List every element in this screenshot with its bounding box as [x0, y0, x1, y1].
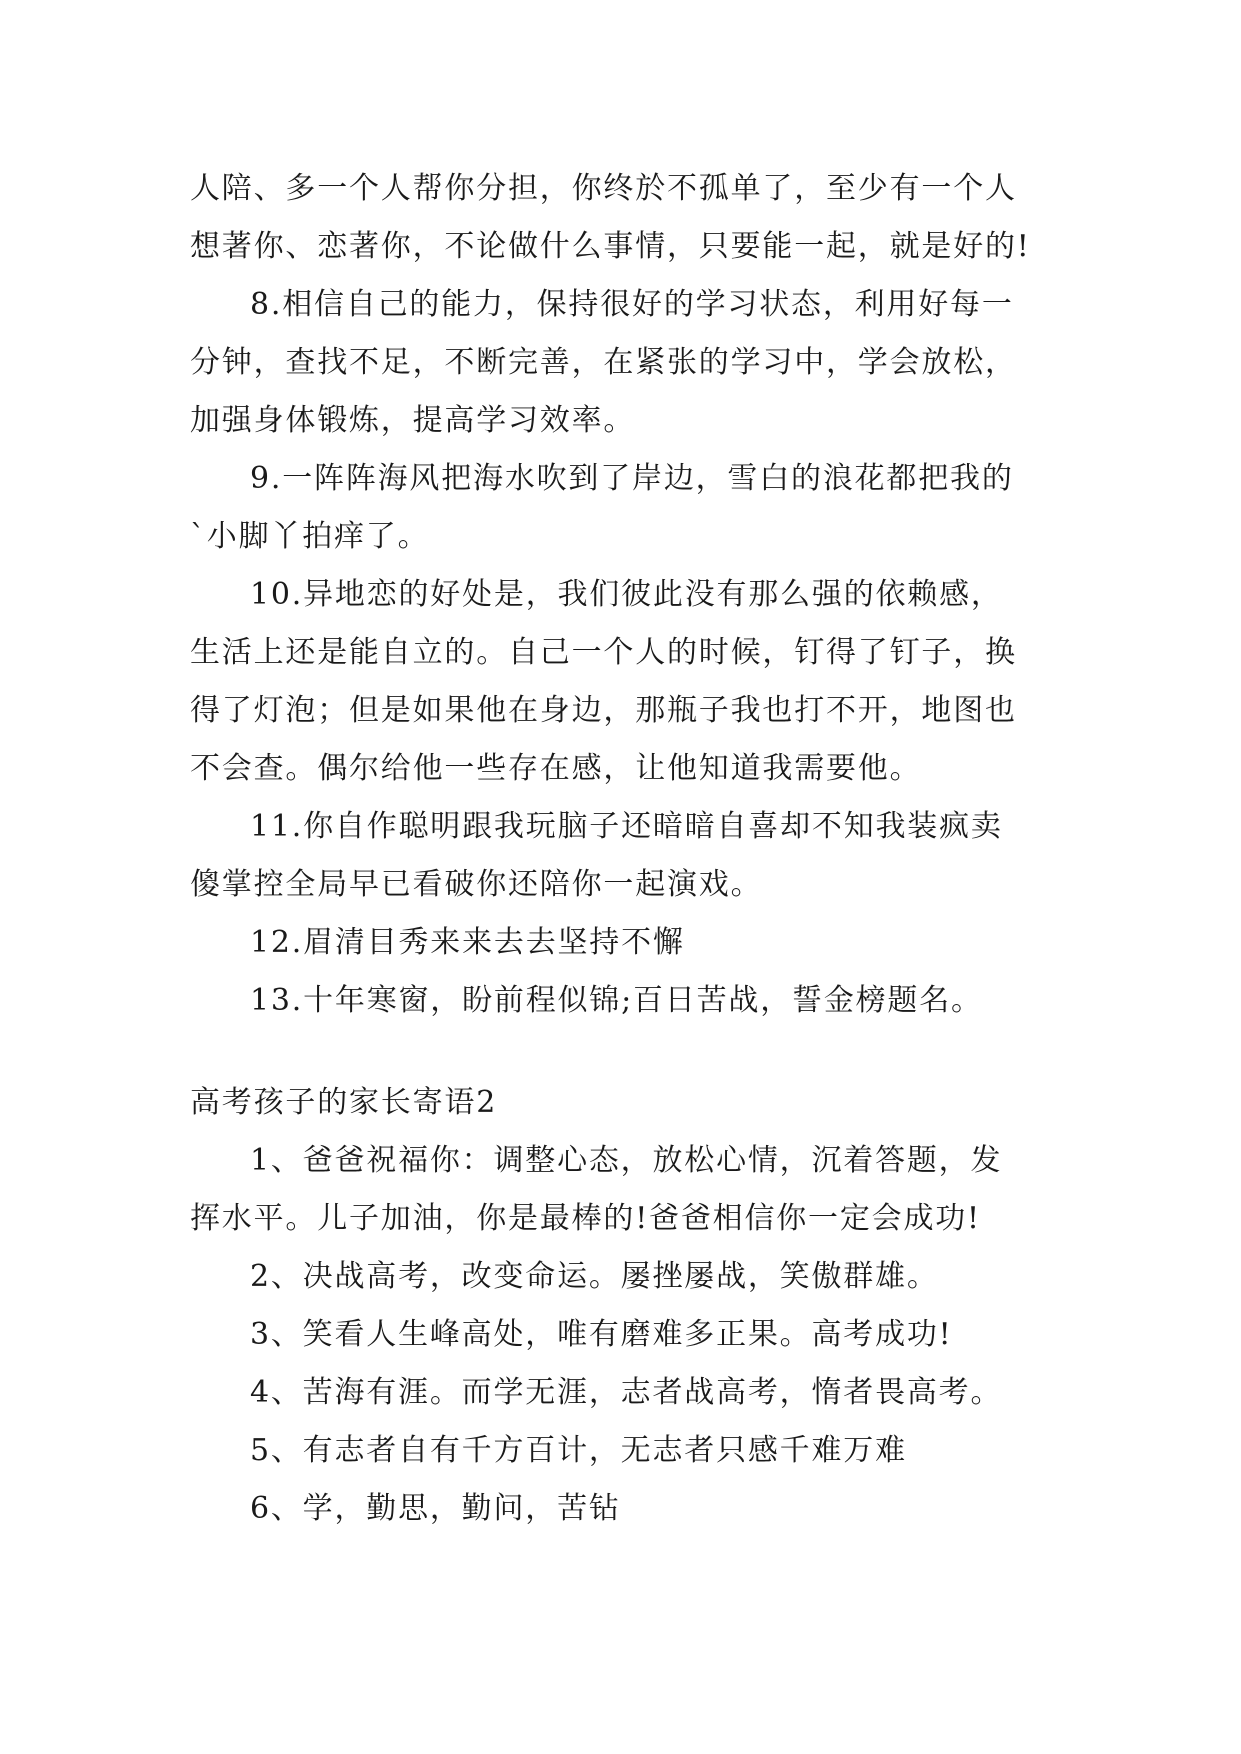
text-line: 2、决战高考，改变命运。屡挫屡战，笑傲群雄。	[250, 1259, 939, 1294]
paragraph-s2-item-5	[190, 1422, 1060, 1480]
text-line: 5、有志者自有千方百计，无志者只感千难万难	[250, 1433, 907, 1468]
section-heading: 高考孩子的家长寄语2	[190, 1085, 498, 1120]
text-line: 得了灯泡；但是如果他在身边，那瓶子我也打不开，地图也	[190, 693, 1017, 728]
paragraph-item-10	[190, 566, 1060, 798]
paragraph-s2-item-6	[190, 1480, 1060, 1538]
text-line: 9.一阵阵海风把海水吹到了岸边，雪白的浪花都把我的	[250, 461, 1014, 496]
paragraph-item-11	[190, 798, 1060, 914]
text-line: 13.十年寒窗，盼前程似锦;百日苦战，誓金榜题名。	[250, 983, 983, 1018]
paragraph-item-9	[190, 450, 1060, 566]
paragraph-item-8	[190, 276, 1060, 450]
text-line: 不会查。偶尔给他一些存在感，让他知道我需要他。	[190, 751, 922, 786]
text-line: 傻掌控全局早已看破你还陪你一起演戏。	[190, 867, 763, 902]
paragraph-s2-item-1	[190, 1132, 1060, 1248]
text-line: 想著你、恋著你，不论做什么事情，只要能一起，就是好的!	[190, 229, 1031, 264]
text-line: 分钟，查找不足，不断完善，在紧张的学习中，学会放松，	[190, 345, 1017, 380]
text-line: 12.眉清目秀来来去去坚持不懈	[250, 925, 685, 960]
paragraph-item-12	[190, 914, 1060, 972]
document-body	[190, 160, 1060, 1538]
paragraph-s2-item-2	[190, 1248, 1060, 1306]
paragraph-7-continuation	[190, 160, 1060, 276]
text-line: `小脚丫拍痒了。	[190, 519, 430, 554]
text-line: 4、苦海有涯。而学无涯，志者战高考，惰者畏高考。	[250, 1375, 1003, 1410]
text-line: 1、爸爸祝福你：调整心态，放松心情，沉着答题，发	[250, 1143, 1003, 1178]
text-line: 加强身体锻炼，提高学习效率。	[190, 403, 636, 438]
text-line: 11.你自作聪明跟我玩脑子还暗暗自喜却不知我装疯卖	[250, 809, 1003, 844]
paragraph-s2-item-3	[190, 1306, 1060, 1364]
paragraph-s2-item-4	[190, 1364, 1060, 1422]
text-line: 10.异地恋的好处是，我们彼此没有那么强的依赖感，	[250, 577, 1003, 612]
text-line: 生活上还是能自立的。自己一个人的时候，钉得了钉子，换	[190, 635, 1017, 670]
text-line: 人陪、多一个人帮你分担，你终於不孤单了，至少有一个人	[190, 171, 1017, 206]
text-line: 6、学，勤思，勤问，苦钻	[250, 1491, 621, 1526]
text-line: 挥水平。儿子加油，你是最棒的!爸爸相信你一定会成功!	[190, 1201, 981, 1236]
text-line: 8.相信自己的能力，保持很好的学习状态，利用好每一	[250, 287, 1014, 322]
text-line: 3、笑看人生峰高处，唯有磨难多正果。高考成功!	[250, 1317, 953, 1352]
section-spacer	[190, 1030, 1060, 1074]
paragraph-item-13	[190, 972, 1060, 1030]
